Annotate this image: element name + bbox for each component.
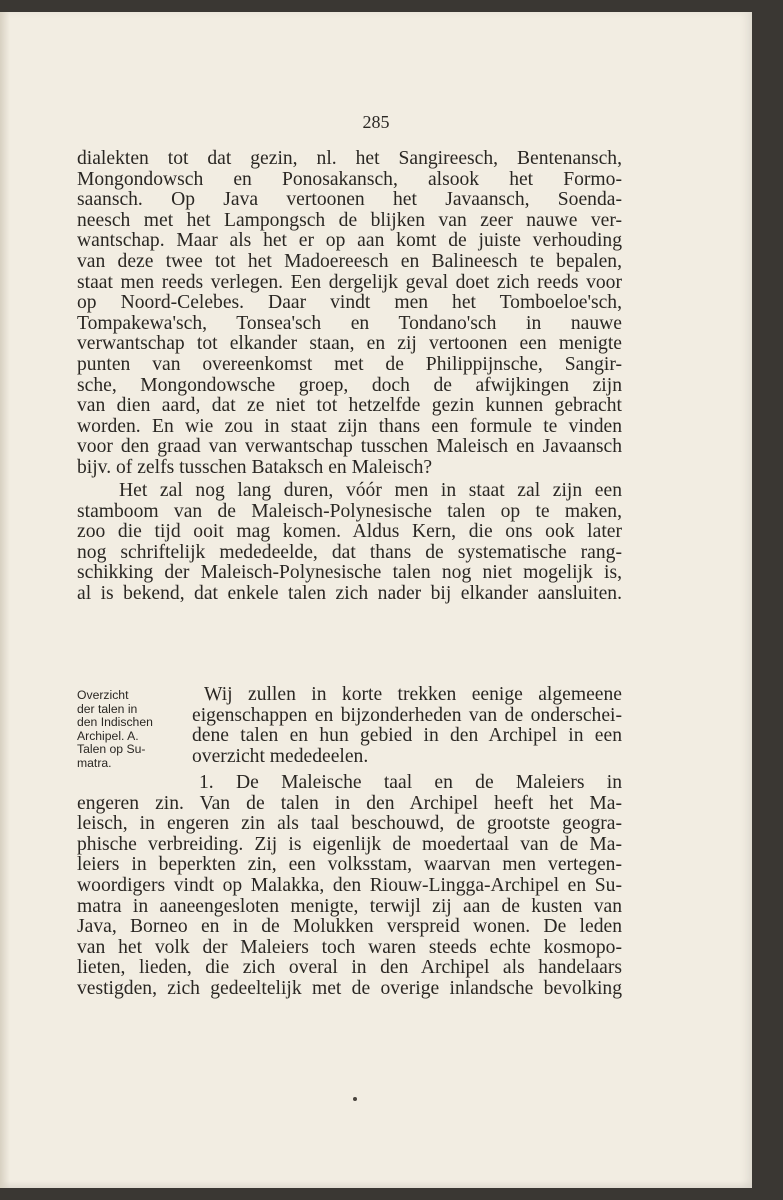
margin-note-line: Talen op Su- [77, 742, 146, 756]
text-line: van dien aard, dat ze niet tot hetzelfde gezin kunnen gebracht [77, 395, 622, 417]
page-edge-shadow [0, 12, 10, 1188]
margin-note [77, 689, 157, 770]
margin-note-line: den Indischen [77, 715, 153, 729]
text-line: Mongondowsch en Ponosakansch, alsook het Formo- [77, 168, 622, 190]
text-line: Wij zullen in korte trekken eenige algemeene [204, 684, 622, 705]
margin-note-line: matra. [77, 755, 112, 770]
text-line: bijv. of zelfs tusschen Bataksch en Maleisch? [77, 456, 433, 478]
text-line: sche, Mongondowsche groep, doch de afwijkingen zijn [77, 374, 622, 396]
paragraph-1 [77, 149, 622, 479]
text-line: overzicht mededeelen. [192, 745, 369, 767]
text-line: dene talen en hun gebied in den Archipel in een [192, 725, 622, 747]
paragraph-4 [77, 773, 622, 1000]
text-line: stamboom van de Maleisch-Polynesische talen op te maken, [77, 500, 622, 522]
text-line: Het zal nog lang duren, vóór men in staat zal zijn een [119, 480, 622, 501]
text-line: eigenschappen en bijzonderheden van de onderschei- [192, 704, 622, 726]
text-line: neesch met het Lampongsch de blijken van zeer nauwe ver- [77, 209, 622, 231]
text-line: matra in aaneengesloten menigte, terwijl zij aan de kusten van [77, 895, 622, 917]
text-line: worden. En wie zou in staat zijn thans een formule te vinden [77, 415, 622, 437]
ink-dot [353, 1097, 357, 1101]
margin-note-line: Overzicht [77, 688, 129, 702]
margin-note-line: Archipel. A. [77, 728, 139, 743]
text-line: nog schriftelijk mededeelde, dat thans de systematische rang- [77, 541, 622, 563]
text-line: engeren zin. Van de talen in den Archipel heeft het Ma- [77, 792, 622, 814]
text-line: verwantschap tot elkander staan, en zij vertoonen een menigte [77, 333, 622, 355]
text-line: saansch. Op Java vertoonen het Javaansch, Soenda- [77, 189, 622, 211]
text-line: schikking der Maleisch-Polynesische talen nog niet mogelijk is, [77, 562, 622, 584]
text-line: wantschap. Maar als het er op aan komt de juiste verhouding [77, 230, 622, 252]
text-line: van deze twee tot het Madoereesch en Balineesch te bepalen, [77, 250, 622, 272]
text-line: al is bekend, dat enkele talen zich nader bij elkander aansluiten. [77, 582, 622, 604]
paragraph-3 [192, 685, 622, 767]
text-line: zoo die tijd ooit mag komen. Aldus Kern, die ons ook later [77, 521, 622, 543]
text-line: van het volk der Maleiers toch waren steeds echte kosmopo- [77, 936, 622, 958]
text-line: Tompakewa'sch, Tonsea'sch en Tondano'sch in nauwe [77, 312, 622, 334]
text-line: op Noord-Celebes. Daar vindt men het Tomboeloe'sch, [77, 292, 622, 314]
book-page [0, 12, 752, 1188]
text-line: Java, Borneo en in de Molukken verspreid wonen. De leden [77, 916, 622, 938]
text-line: leiers in beperkten zin, een volksstam, waarvan men vertegen- [77, 854, 622, 876]
text-line: vestigden, zich gedeeltelijk met de overige inlandsche bevolking [77, 977, 622, 999]
text-line: phische verbreiding. Zij is eigenlijk de moedertaal van de Ma- [77, 833, 622, 855]
text-line: dialekten tot dat gezin, nl. het Sangireesch, Bentenansch, [77, 148, 622, 169]
text-line: staat men reeds verlegen. Een dergelijk geval doet zich reeds voor [77, 271, 622, 293]
text-line: 1. De Maleische taal en de Maleiers in [199, 772, 622, 793]
margin-note-line: der talen in [77, 701, 138, 716]
text-line: voor den graad van verwantschap tusschen Maleisch en Javaansch [77, 436, 622, 458]
paragraph-2 [77, 481, 622, 605]
page-number: 285 [362, 112, 390, 132]
text-line: woordigers vindt op Malakka, den Riouw-Lingga-Archipel en Su- [77, 874, 622, 896]
text-line: leisch, in engeren zin als taal beschouwd, de grootste geogra- [77, 813, 622, 835]
text-line: lieten, lieden, die zich overal in den Archipel als handelaars [77, 957, 622, 979]
text-line: punten van overeenkomst met de Philippijnsche, Sangir- [77, 353, 622, 375]
